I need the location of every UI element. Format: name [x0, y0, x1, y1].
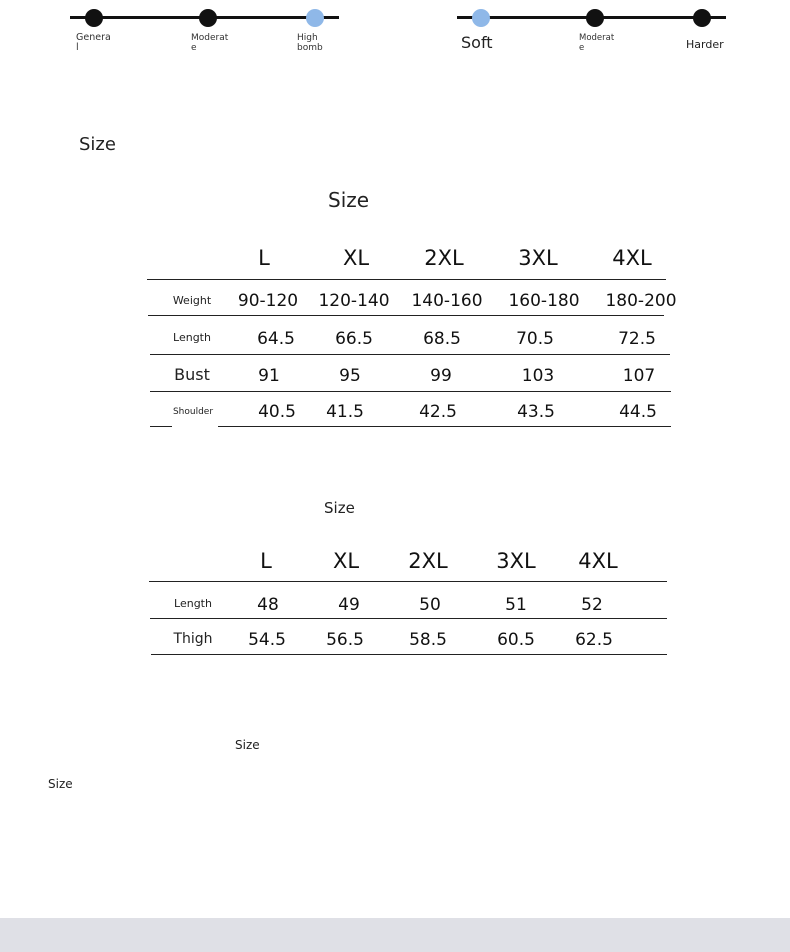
table-bottom-row-length-label: Length	[174, 597, 212, 610]
table-top-row-shoulder-label: Shoulder	[172, 407, 214, 417]
table-top-row-shoulder-xl: 41.5	[326, 402, 364, 422]
scale-right-label-1: Soft	[461, 33, 493, 52]
scale-left-label-2: Moderat e	[191, 33, 229, 53]
table-top-row-bust-4xl: 107	[622, 366, 656, 386]
table-bottom-header-4xl: 4XL	[578, 549, 618, 573]
table-bottom-rule-3	[151, 654, 667, 655]
table-top-rule-1	[147, 279, 666, 280]
table-top-row-weight-3xl: 160-180	[508, 291, 580, 311]
table-bottom-header-3xl: 3XL	[496, 549, 536, 573]
table-bottom-row-thigh-xl: 56.5	[326, 630, 364, 650]
table-bottom-row-thigh-l: 54.5	[248, 630, 286, 650]
note-left: Size	[48, 777, 73, 791]
table-top-header-l: L	[258, 246, 270, 270]
scale-left-dot-1	[85, 9, 103, 27]
table-bottom-rule-1	[149, 581, 667, 582]
table-top-row-length-4xl: 72.5	[618, 329, 656, 349]
table-top-row-shoulder-4xl: 44.5	[619, 402, 657, 422]
table-top-row-bust-3xl: 103	[521, 366, 555, 386]
scale-left-dot-2	[199, 9, 217, 27]
table-top-row-length-l: 64.5	[257, 329, 295, 349]
scale-right-label-2: Moderat e	[579, 33, 615, 53]
table-top-row-length-3xl: 70.5	[516, 329, 554, 349]
table-top-row-bust-xl: 95	[339, 366, 361, 386]
table-top-row-length-2xl: 68.5	[423, 329, 461, 349]
table-top-header-4xl: 4XL	[612, 246, 652, 270]
table-bottom-header-l: L	[260, 549, 272, 573]
table-top-row-weight-xl: 120-140	[318, 291, 390, 311]
footer-bar	[0, 918, 790, 952]
scale-left-label-1: Genera l	[76, 32, 111, 53]
table-top-row-shoulder-2xl: 42.5	[419, 402, 457, 422]
table-top-rule-5b	[218, 426, 671, 427]
scale-left-dot-3	[306, 9, 324, 27]
table-top-rule-4	[150, 391, 671, 392]
scale-right-dot-1	[472, 9, 490, 27]
table-bottom-row-length-2xl: 50	[419, 595, 441, 615]
table-top-row-length-label: Length	[173, 331, 211, 344]
table-bottom-header-xl: XL	[332, 549, 360, 573]
table-bottom-row-length-3xl: 51	[505, 595, 527, 615]
note-title: Size	[235, 738, 260, 752]
table-bottom-row-length-l: 48	[257, 595, 279, 615]
table-top-row-weight-2xl: 140-160	[411, 291, 483, 311]
size-heading: Size	[79, 134, 116, 155]
table-bottom-title: Size	[324, 499, 355, 517]
table-top-header-3xl: 3XL	[518, 246, 558, 270]
table-top-row-bust-label: Bust	[174, 365, 210, 384]
scale-right-dot-3	[693, 9, 711, 27]
scale-left-label-3: High bomb	[297, 33, 323, 53]
table-top-row-shoulder-3xl: 43.5	[517, 402, 555, 422]
table-bottom-row-thigh-2xl: 58.5	[409, 630, 447, 650]
table-bottom-row-thigh-3xl: 60.5	[497, 630, 535, 650]
table-bottom-row-length-4xl: 52	[581, 595, 603, 615]
table-bottom-rule-2	[150, 618, 667, 619]
table-top-row-weight-4xl: 180-200	[605, 291, 677, 311]
table-top-row-length-xl: 66.5	[335, 329, 373, 349]
scale-right-label-3: Harder	[686, 38, 724, 51]
table-bottom-header-2xl: 2XL	[408, 549, 448, 573]
table-bottom-row-thigh-label: Thigh	[173, 631, 213, 647]
scale-right-dot-2	[586, 9, 604, 27]
table-top-row-bust-l: 91	[258, 366, 280, 386]
table-top-row-weight-l: 90-120	[237, 291, 299, 311]
table-bottom-row-thigh-4xl: 62.5	[575, 630, 613, 650]
table-top-rule-2	[148, 315, 664, 316]
table-top-rule-5a	[150, 426, 172, 427]
table-top-row-bust-2xl: 99	[430, 366, 452, 386]
table-top-row-shoulder-l: 40.5	[258, 402, 296, 422]
table-top-row-weight-label: Weight	[172, 294, 212, 307]
table-top-header-xl: XL	[342, 246, 370, 270]
table-top-title: Size	[328, 188, 370, 212]
table-top-rule-3	[150, 354, 670, 355]
table-top-header-2xl: 2XL	[424, 246, 464, 270]
table-bottom-row-length-xl: 49	[338, 595, 360, 615]
